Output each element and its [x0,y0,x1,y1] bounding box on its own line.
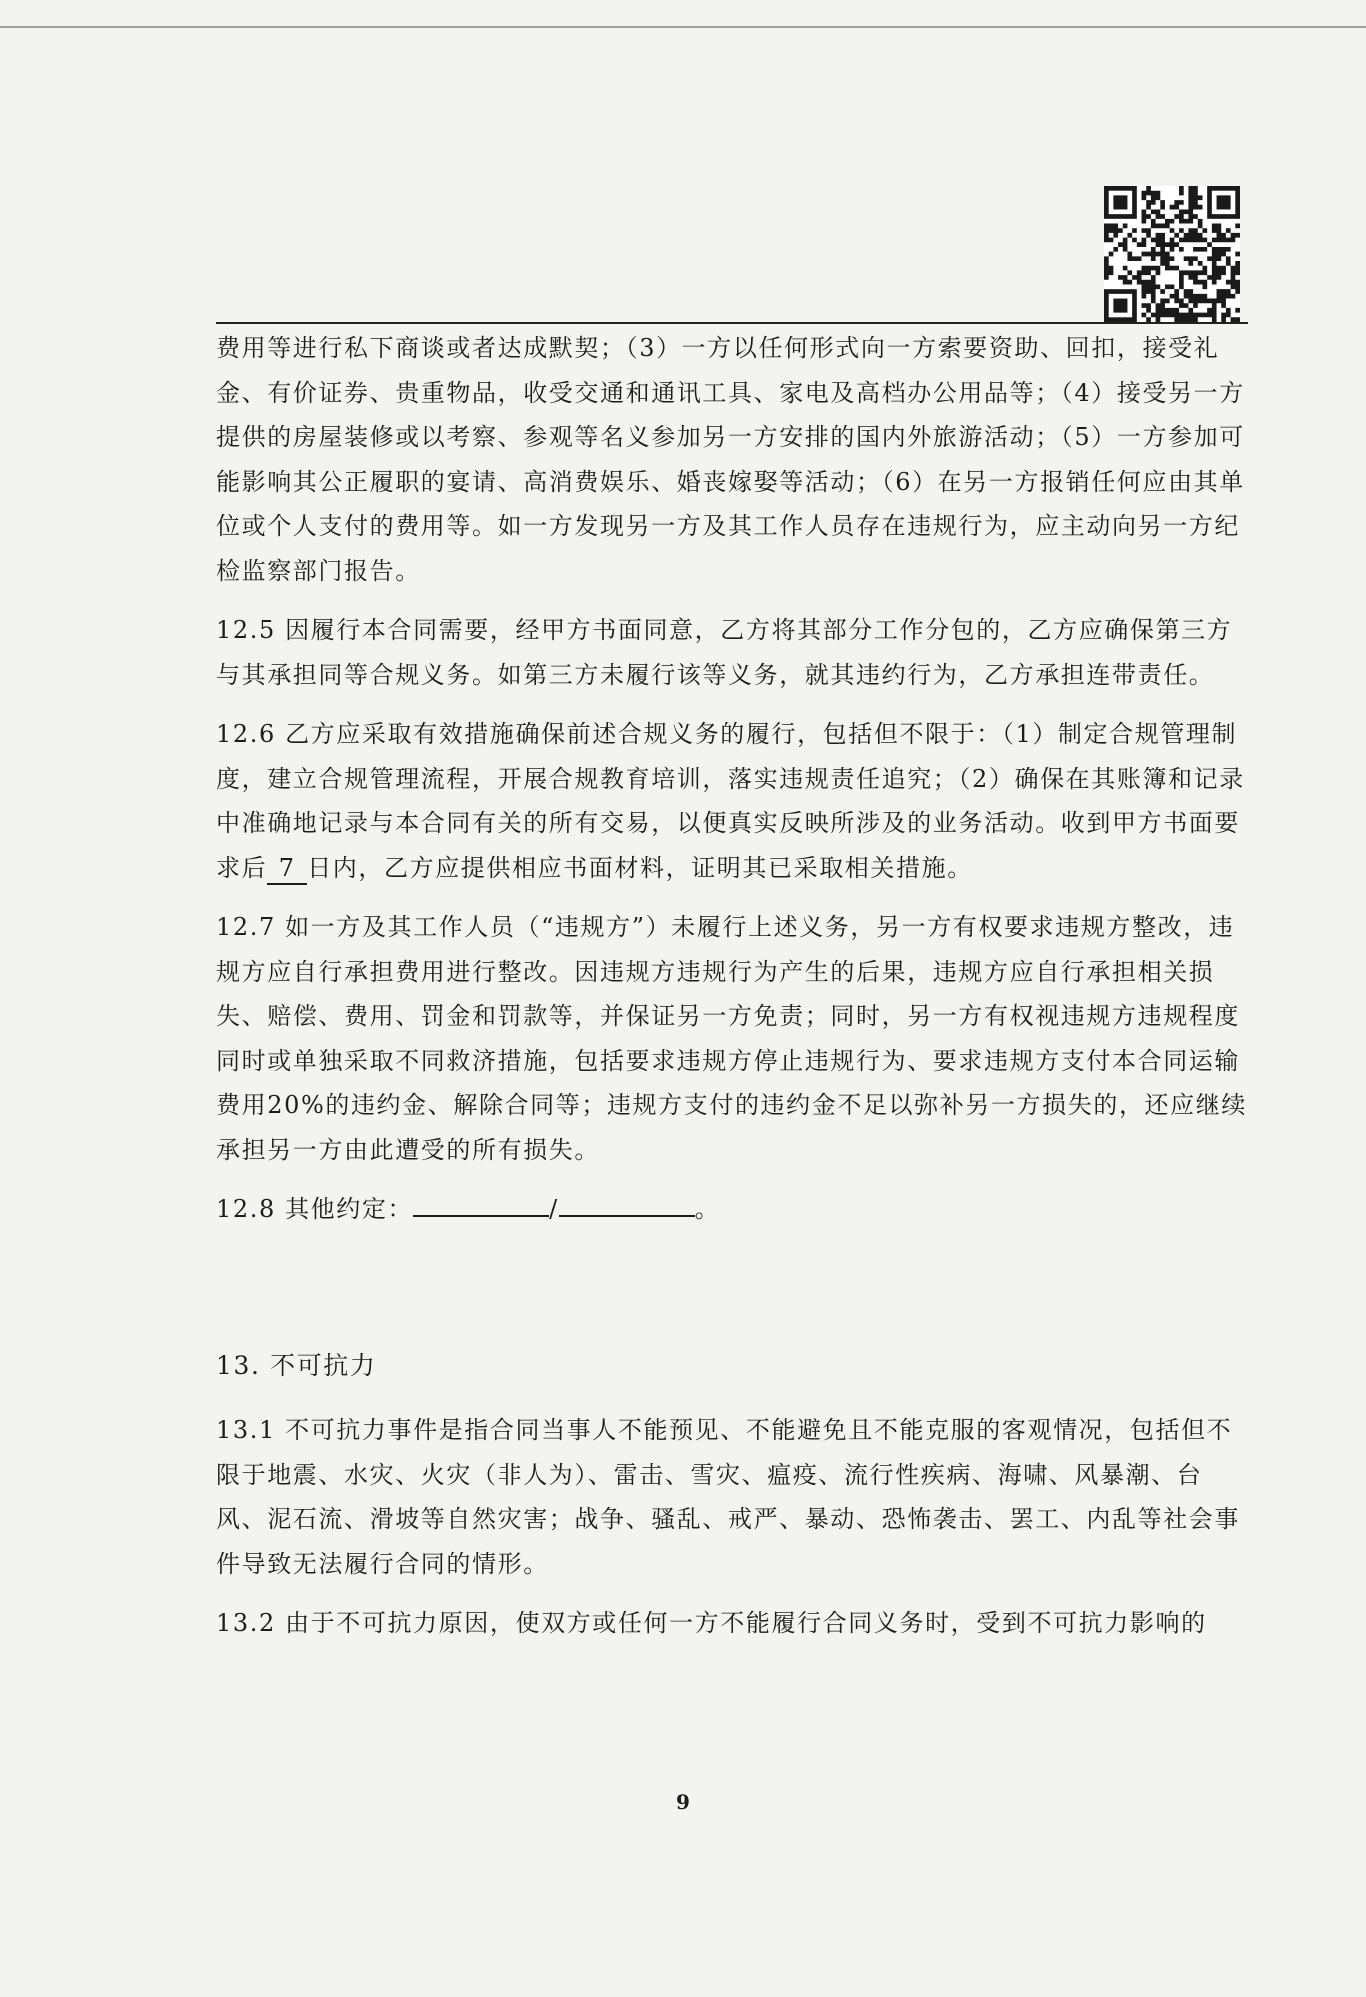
carryover-paragraph: 费用等进行私下商谈或者达成默契；（3）一方以任何形式向一方索要资助、回扣，接受礼金、有价证券、贵重物品，收受交通和通讯工具、家电及高档办公用品等；（4）接受另一方提供的房屋装修或以考察、参观等名义参加另一方安排的国内外旅游活动；（5）一方参加可能影响其公正履职的宴请、高消费娱乐、婚丧嫁娶等活动；（6）在另一方报销任何应由其单位或个人支付的费用等。如一方发现另一方及其工作人员存在违规行为，应主动向另一方纪检监察部门报告。 [216,334,1245,585]
qr-code-icon [1104,186,1240,322]
other-terms-blank-2 [559,1215,695,1217]
clause-12-6-tail: 日内，乙方应提供相应书面材料，证明其已采取相关措施。 [307,853,973,882]
clause-13-2: 13.2 由于不可抗力原因，使双方或任何一方不能履行合同义务时，受到不可抗力影响的 [216,1609,1207,1637]
other-terms-blank-1 [413,1215,549,1217]
scan-top-rule [0,26,1366,28]
clause-12-6 [216,712,1248,890]
clause-12-6-text: 12.6 乙方应采取有效措施确保前述合规义务的履行，包括但不限于：（1）制定合规管理制度，建立合规管理流程，开展合规教育培训，落实违规责任追究；（2）确保在其账簿和记录中准确地记录与本合同有关的所有交易，以便真实反映所涉及的业务活动。收到甲方书面要求后 [216,720,1245,882]
page-number: 9 [676,1790,690,1814]
other-terms-slash: / [549,1195,559,1223]
days-blank: 7 [267,853,307,885]
clause-12-8-label: 12.8 其他约定： [216,1195,414,1223]
document-body [216,326,1248,1661]
clause-12-7: 12.7 如一方及其工作人员（“违规方”）未履行上述义务，另一方有权要求违规方整改，违规方应自行承担费用进行整改。因违规方违规行为产生的后果，违规方应自行承担相关损失、赔偿、费用、罚金和罚款等，并保证另一方免责；同时，另一方有权视违规方违规程度同时或单独采取不同救济措施，包括要求违规方停止违规行为、要求违规方支付本合同运输费用20%的违约金、解除合同等；违规方支付的违约金不足以弥补另一方损失的，还应继续承担另一方由此遭受的所有损失。 [216,913,1247,1164]
other-terms-period: 。 [694,1195,721,1223]
clause-12-5: 12.5 因履行本合同需要，经甲方书面同意，乙方将其部分工作分包的，乙方应确保第三方与其承担同等合规义务。如第三方未履行该等义务，就其违约行为，乙方承担连带责任。 [216,616,1233,689]
clause-13-1: 13.1 不可抗力事件是指合同当事人不能预见、不能避免且不能克服的客观情况，包括但不限于地震、水灾、火灾（非人为）、雷击、雪灾、瘟疫、流行性疾病、海啸、风暴潮、台风、泥石流、滑坡等自然灾害；战争、骚乱、戒严、暴动、恐怖袭击、罢工、内乱等社会事件导致无法履行合同的情形。 [216,1416,1240,1578]
header-rule [216,322,1248,324]
section-13-title: 13. 不可抗力 [216,1350,377,1380]
clause-12-8 [216,1187,1248,1232]
